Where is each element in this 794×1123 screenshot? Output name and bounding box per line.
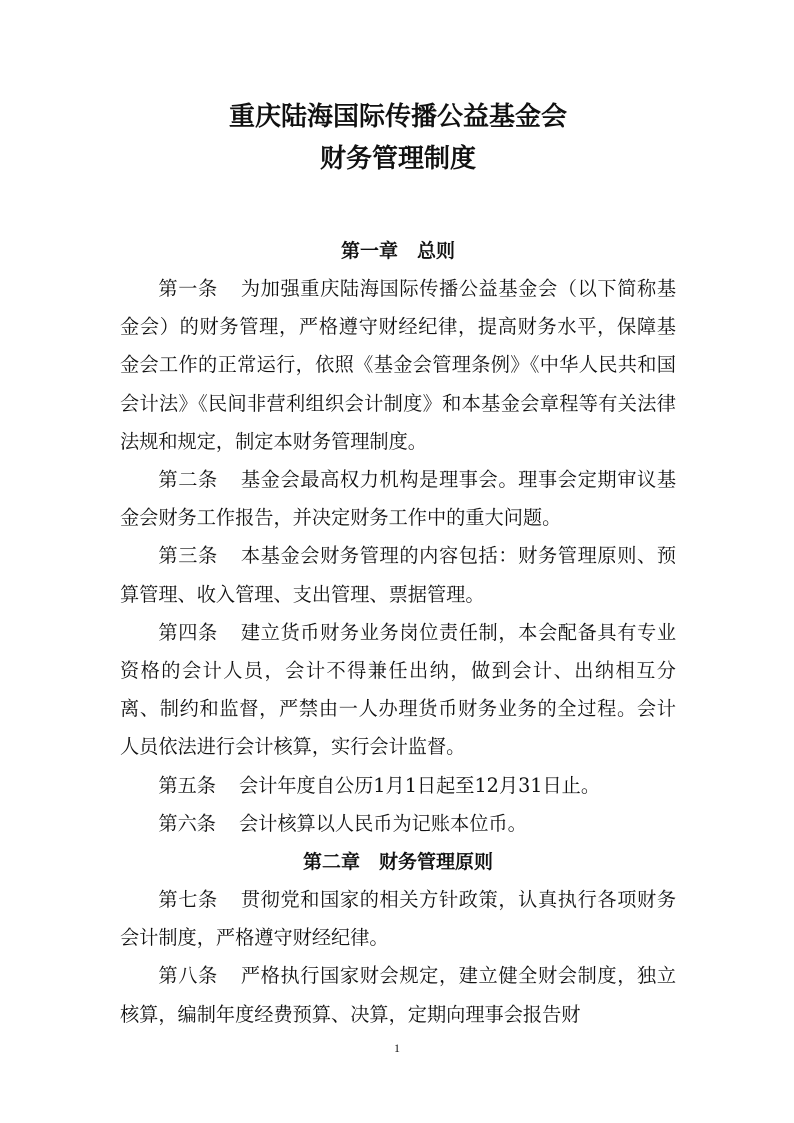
page-number: 1	[394, 1041, 400, 1055]
chapter-heading: 第一章 总则	[340, 240, 455, 262]
article-paragraph	[120, 957, 676, 1033]
article-paragraph	[120, 461, 676, 537]
document-title	[120, 96, 676, 180]
article-label: 第三条	[158, 544, 218, 568]
article-label: 第六条	[158, 811, 216, 835]
article-text: 贯彻党和国家的相关方针政策，认真执行各项财务会计制度，严格遵守财经纪律。	[120, 888, 677, 950]
article-paragraph	[120, 614, 676, 767]
chapter-heading: 第二章 财务管理原则	[302, 851, 493, 874]
article-label: 第四条	[158, 620, 218, 644]
article-paragraph	[120, 270, 676, 461]
article-text: 基金会最高权力机构是理事会。理事会定期审议基金会财务工作报告，并决定财务工作中的重大问题。	[120, 468, 677, 530]
article-label: 第八条	[158, 964, 218, 988]
article-text: 为加强重庆陆海国际传播公益基金会（以下简称基金会）的财务管理，严格遵守财经纪律，提高财务水平，保障基金会工作的正常运行，依照《基金会管理条例》《中华人民共和国会计法》《民间非营利组织会计制度》和本基金会章程等有关法律法规和规定，制定本财务管理制度。	[120, 277, 677, 453]
article-label: 第五条	[158, 773, 216, 797]
article-paragraph	[120, 881, 676, 957]
article-label: 第一条	[158, 277, 218, 300]
article-text: 建立货币财务业务岗位责任制，本会配备具有专业资格的会计人员，会计不得兼任出纳，做到会计、出纳相互分离、制约和监督，严禁由一人办理货币财务业务的全过程。会计人员依法进行会计核算，实行会计监督。	[120, 620, 677, 759]
article-paragraph	[120, 767, 676, 805]
title-line-organization: 重庆陆海国际传播公益基金会	[228, 102, 567, 132]
document-page	[120, 96, 676, 1034]
article-label: 第七条	[158, 888, 218, 912]
article-paragraph	[120, 537, 676, 613]
article-text: 会计年度自公历1月1日起至12月31日止。	[238, 773, 601, 797]
article-text: 会计核算以人民币为记账本位币。	[238, 811, 527, 835]
article-label: 第二条	[158, 468, 218, 492]
article-text: 本基金会财务管理的内容包括：财务管理原则、预算管理、收入管理、支出管理、票据管理。	[120, 544, 677, 606]
title-line-subject: 财务管理制度	[319, 144, 476, 174]
article-paragraph	[120, 805, 676, 843]
article-text: 严格执行国家财会规定，建立健全财会制度，独立核算，编制年度经费预算、决算，定期向理事会报告财	[120, 964, 677, 1026]
